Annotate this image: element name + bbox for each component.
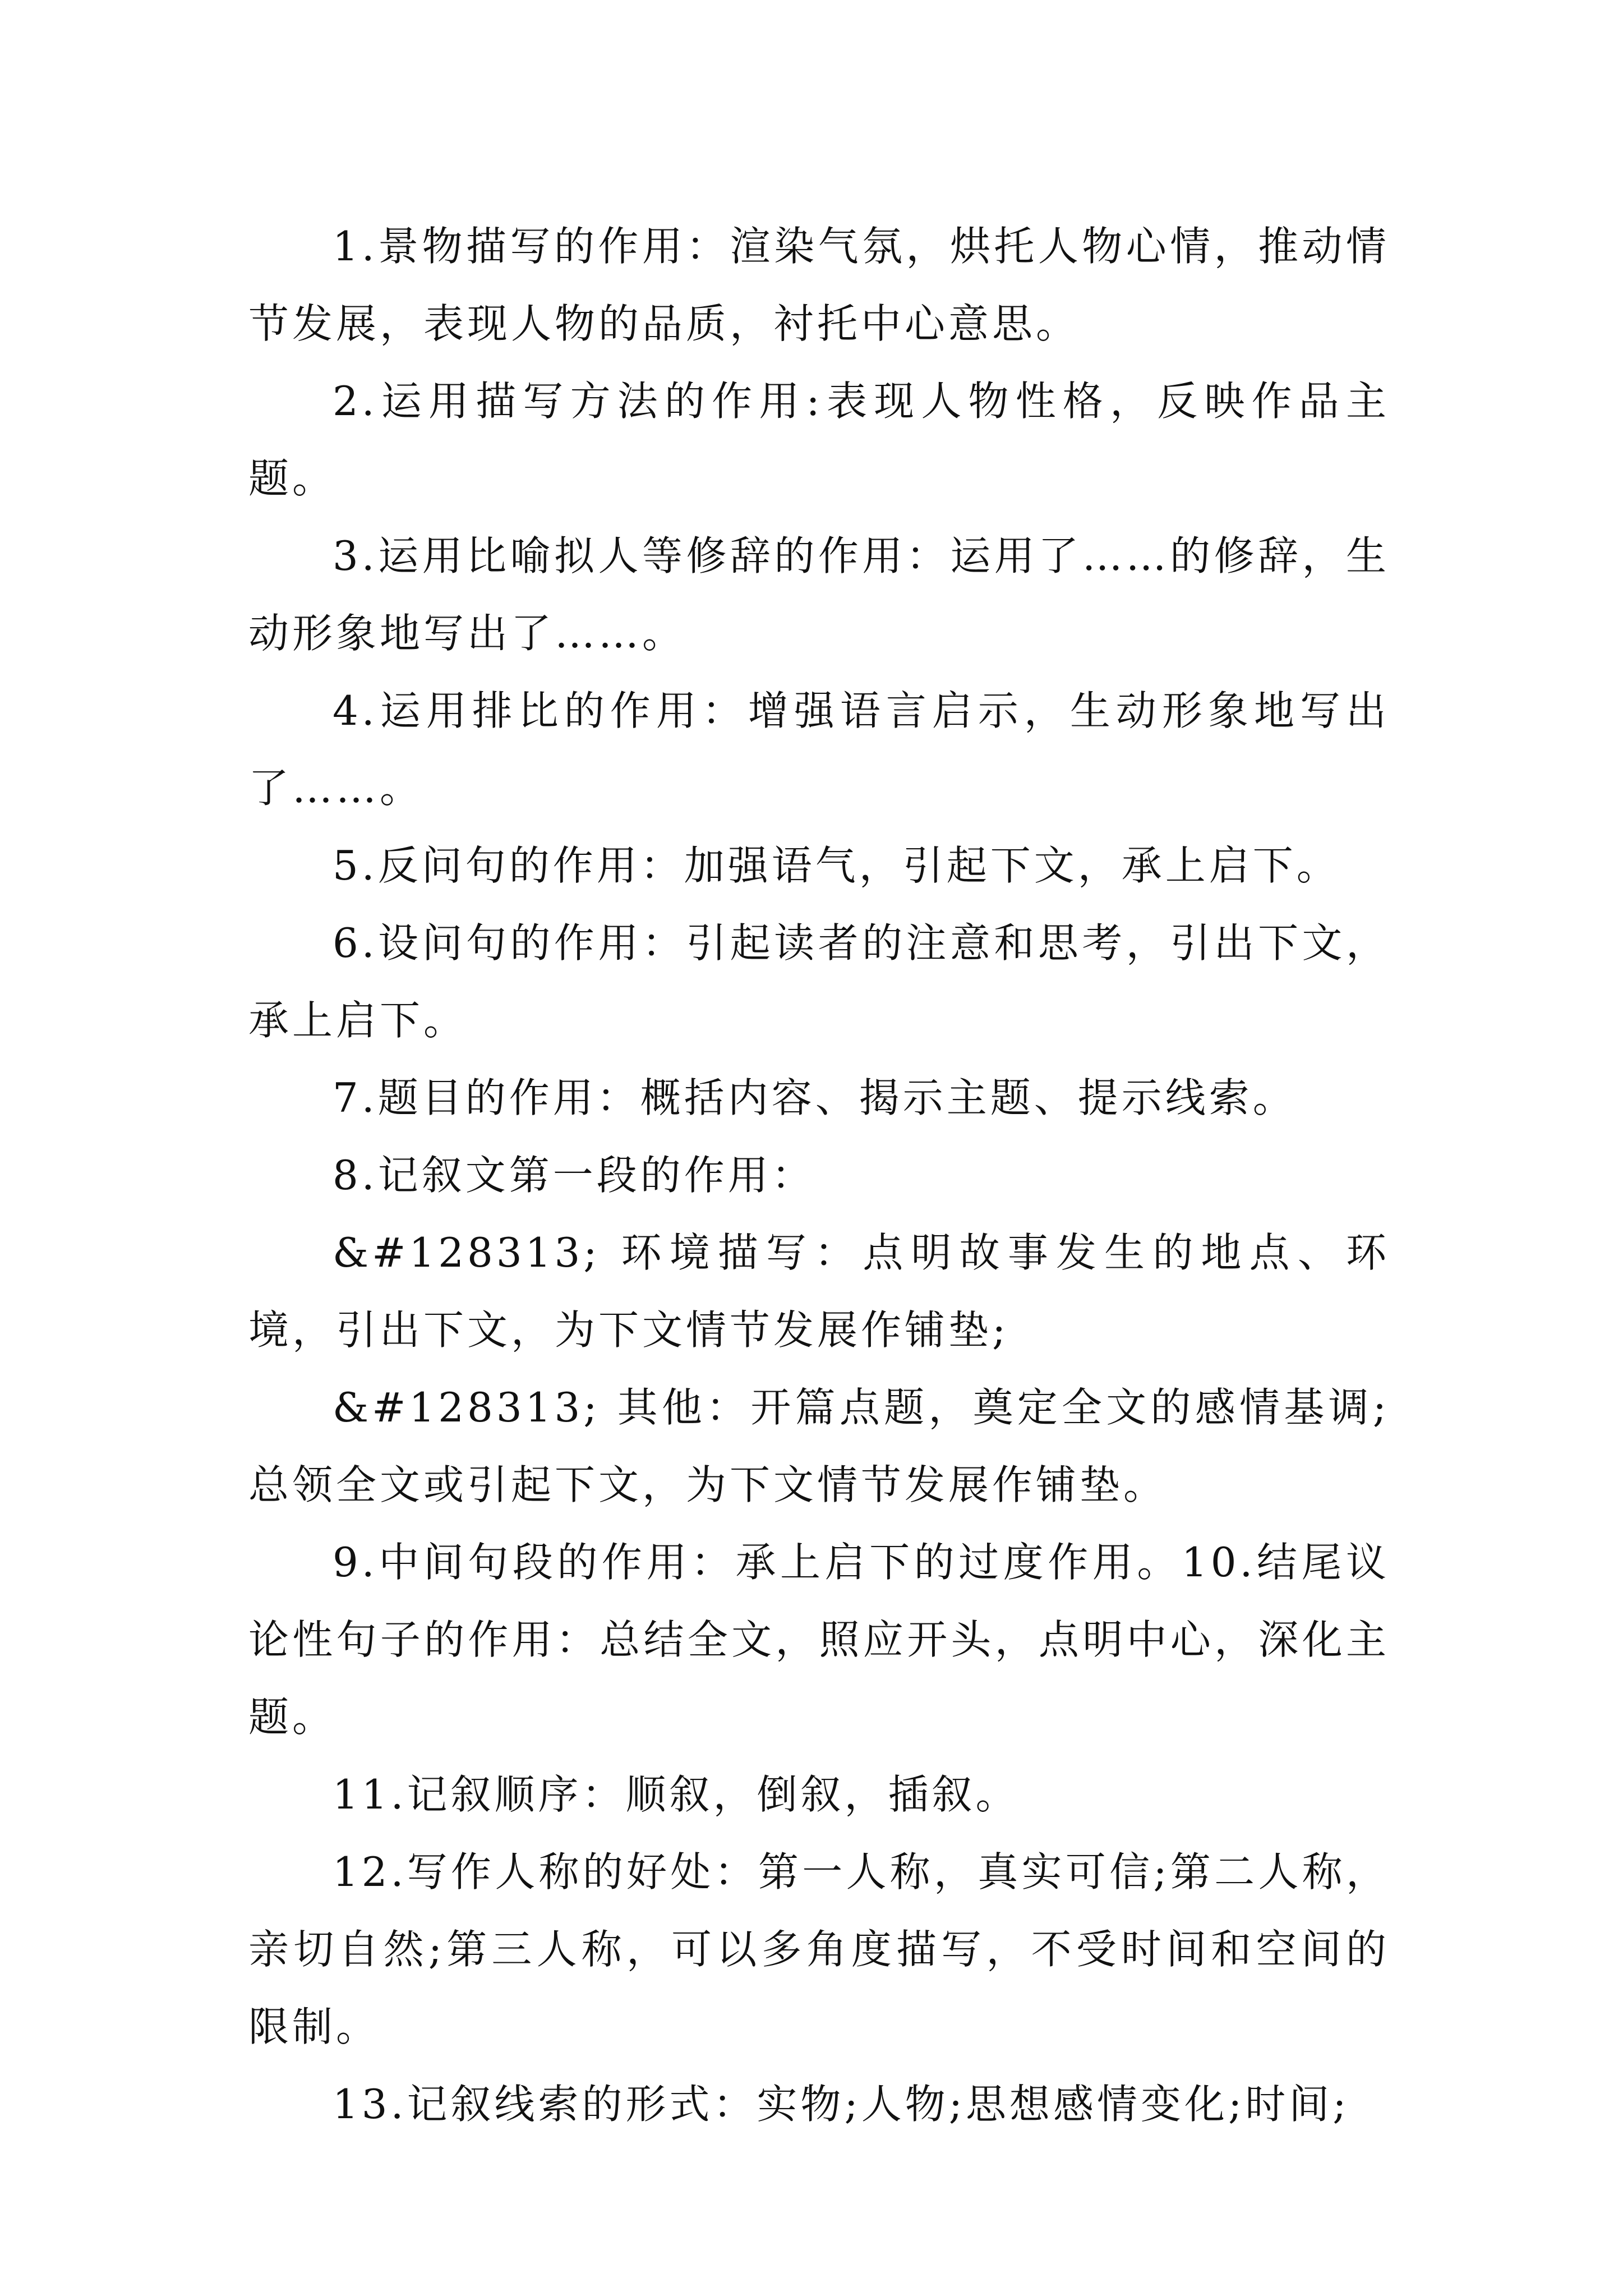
paragraph-8-other: &#128313; 其他：开篇点题，奠定全文的感情基调;总领全文或引起下文，为下文情节发展作铺垫。	[248, 1384, 1390, 1508]
paragraph-3: 3.运用比喻拟人等修辞的作用：运用了……的修辞，生动形象地写出了……。	[248, 532, 1390, 657]
paragraph-1: 1.景物描写的作用：渲染气氛，烘托人物心情，推动情节发展，表现人物的品质，衬托中心意思。	[248, 223, 1390, 347]
paragraph-4: 4.运用排比的作用：增强语言启示，生动形象地写出了……。	[248, 687, 1390, 812]
paragraph-2: 2.运用描写方法的作用:表现人物性格，反映作品主题。	[248, 378, 1390, 502]
paragraph-13: 13.记叙线索的形式：实物;人物;思想感情变化;时间;	[333, 2081, 1350, 2128]
paragraph-8-environment: &#128313; 环境描写：点明故事发生的地点、环境，引出下文，为下文情节发展作铺垫;	[248, 1229, 1390, 1354]
paragraph-9-10: 9.中间句段的作用：承上启下的过度作用。10.结尾议论性句子的作用：总结全文，照应开头，点明中心，深化主题。	[248, 1539, 1390, 1741]
paragraph-12: 12.写作人称的好处：第一人称，真实可信;第二人称，亲切自然;第三人称，可以多角度描写，不受时间和空间的限制。	[248, 1848, 1390, 2050]
paragraph-5: 5.反问句的作用：加强语气，引起下文，承上启下。	[333, 842, 1340, 889]
paragraph-6: 6.设问句的作用：引起读者的注意和思考，引出下文，承上启下。	[248, 919, 1390, 1044]
document-body	[248, 208, 1390, 2143]
paragraph-11: 11.记叙顺序：顺叙，倒叙，插叙。	[333, 1771, 1020, 1818]
paragraph-7: 7.题目的作用：概括内容、揭示主题、提示线索。	[333, 1074, 1297, 1121]
paragraph-8: 8.记叙文第一段的作用：	[333, 1152, 815, 1199]
